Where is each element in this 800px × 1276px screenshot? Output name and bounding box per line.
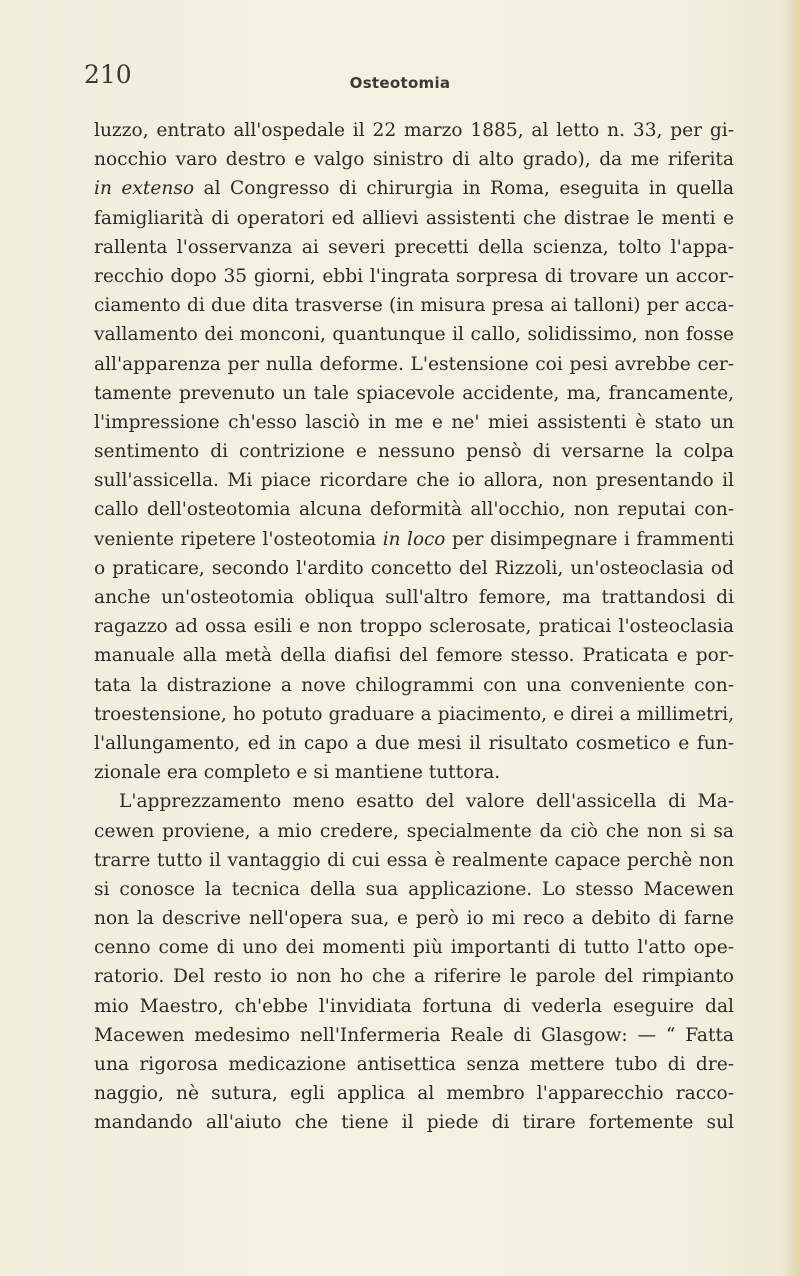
text-line: famigliarità di operatori ed allievi assistenti che distrae le menti e — [94, 207, 734, 229]
body-text — [94, 116, 734, 1138]
page-edge-shadow — [782, 0, 800, 1276]
text-line: recchio dopo 35 giorni, ebbi l'ingrata sorpresa di trovare un accor- — [94, 265, 734, 287]
page-number: 210 — [84, 60, 132, 89]
italic-phrase: in extenso — [94, 178, 195, 200]
text-line: all'apparenza per nulla deforme. L'estensione coi pesi avrebbe cer- — [94, 353, 734, 375]
text-line-paragraph-start: L'apprezzamento meno esatto del valore dell'assicella di Ma- — [119, 791, 734, 813]
text-line: l'impressione ch'esso lasciò in me e ne' miei assistenti è stato un — [94, 411, 734, 433]
text-line: callo dell'osteotomia alcuna deformità all'occhio, non reputai con- — [94, 499, 734, 521]
text-line: non la descrive nell'opera sua, e però io mi reco a debito di farne — [94, 908, 734, 930]
text-line: troestensione, ho potuto graduare a piacimento, e direi a millimetri, — [94, 703, 734, 725]
text-segment: al Congresso di chirurgia in Roma, eseguita in quella — [194, 178, 734, 200]
text-line — [94, 525, 734, 554]
text-line: anche un'osteotomia obliqua sull'altro femore, ma trattandosi di — [94, 587, 734, 608]
text-line: luzzo, entrato all'ospedale il 22 marzo 1885, al letto n. 33, per gi- — [94, 120, 734, 141]
text-line: l'allungamento, ed in capo a due mesi il risultato cosmetico e fun- — [94, 732, 734, 754]
text-line: cenno come di uno dei momenti più importanti di tutto l'atto ope- — [94, 937, 734, 959]
text-line: una rigorosa medicazione antisettica senza mettere tubo di dre- — [94, 1054, 734, 1075]
text-line: sull'assicella. Mi piace ricordare che io allora, non presentando il — [94, 470, 734, 492]
text-line: sentimento di contrizione e nessuno pensò di versarne la colpa — [94, 441, 734, 463]
running-head: Osteotomia — [349, 74, 451, 92]
text-segment: veniente ripetere l'osteotomia — [94, 528, 383, 550]
text-line-paragraph-end: zionale era completo e si mantiene tuttora. — [94, 762, 501, 784]
text-line: rallenta l'osservanza ai severi precetti della scienza, tolto l'appa- — [94, 236, 734, 258]
text-line: vallamento dei monconi, quantunque il callo, solidissimo, non fosse — [94, 324, 734, 346]
text-line: mio Maestro, ch'ebbe l'invidiata fortuna di vederla eseguire dal — [94, 995, 734, 1017]
text-line: o praticare, secondo l'ardito concetto del Rizzoli, un'osteoclasia od — [94, 557, 734, 579]
text-line: Macewen medesimo nell'Infermeria Reale di Glasgow: — “ Fatta — [94, 1024, 734, 1046]
text-line: ciamento di due dita trasverse (in misura presa ai talloni) per acca- — [94, 295, 734, 317]
text-line: cewen proviene, a mio credere, specialmente da ciò che non si sa — [94, 820, 734, 842]
text-line: ragazzo ad ossa esili e non troppo sclerosate, praticai l'osteoclasia — [94, 616, 734, 638]
text-segment: per disimpegnare i frammenti — [445, 528, 734, 550]
text-line: manuale alla metà della diafisi del femore stesso. Praticata e por- — [94, 645, 734, 667]
text-line: nocchio varo destro e valgo sinistro di alto grado), da me riferita — [94, 149, 734, 171]
text-line: ratorio. Del resto io non ho che a riferire le parole del rimpianto — [94, 966, 734, 988]
text-line: tamente prevenuto un tale spiacevole accidente, ma, francamente, — [94, 382, 734, 404]
text-line — [94, 174, 734, 203]
text-line: trarre tutto il vantaggio di cui essa è realmente capace perchè non — [94, 849, 734, 871]
text-line: tata la distrazione a nove chilogrammi con una conveniente con- — [94, 674, 734, 696]
text-line: naggio, nè sutura, egli applica al membro l'apparecchio racco- — [94, 1083, 734, 1105]
text-line: si conosce la tecnica della sua applicazione. Lo stesso Macewen — [94, 878, 734, 900]
italic-phrase: in loco — [382, 528, 446, 550]
text-line: mandando all'aiuto che tiene il piede di tirare fortemente sul — [94, 1112, 734, 1134]
